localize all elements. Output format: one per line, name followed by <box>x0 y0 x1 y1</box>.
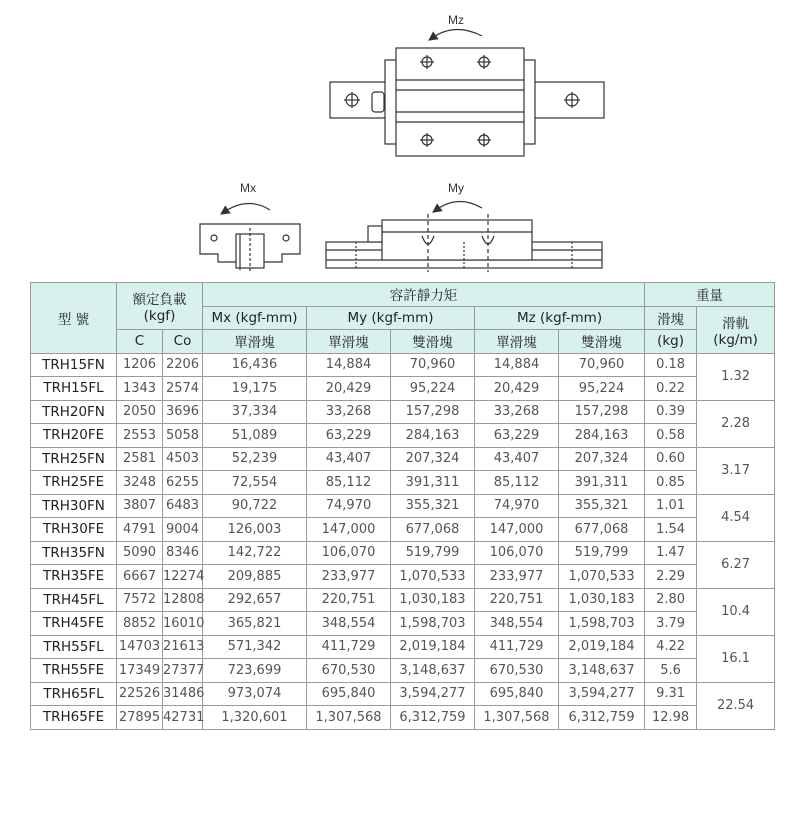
cell-mx: 19,175 <box>203 377 307 401</box>
cell-my-double: 2,019,184 <box>391 635 475 659</box>
cell-my-double: 1,598,703 <box>391 612 475 636</box>
cell-my-double: 1,030,183 <box>391 588 475 612</box>
cell-my-single: 411,729 <box>307 635 391 659</box>
header-co: Co <box>163 330 203 354</box>
header-row-1 <box>31 283 775 307</box>
cell-c: 3807 <box>117 494 163 518</box>
cell-rail-weight: 1.32 <box>697 353 775 400</box>
cell-mx: 1,320,601 <box>203 706 307 730</box>
cell-block: 0.85 <box>645 471 697 495</box>
header-mx-single: 單滑塊 <box>203 330 307 354</box>
cell-mx: 365,821 <box>203 612 307 636</box>
cell-mz-double: 519,799 <box>559 541 645 565</box>
header-my-single: 單滑塊 <box>307 330 391 354</box>
header-rated-load-title: 額定負載 <box>132 292 187 308</box>
cell-my-single: 20,429 <box>307 377 391 401</box>
cell-block: 9.31 <box>645 682 697 706</box>
moment-diagrams-svg <box>0 0 800 280</box>
end-view-diagram <box>200 203 300 272</box>
cell-my-single: 14,884 <box>307 353 391 377</box>
cell-mx: 142,722 <box>203 541 307 565</box>
cell-mz-single: 695,840 <box>475 682 559 706</box>
cell-c: 1206 <box>117 353 163 377</box>
cell-my-double: 3,594,277 <box>391 682 475 706</box>
cell-model: TRH45FE <box>31 612 117 636</box>
cell-mz-double: 1,030,183 <box>559 588 645 612</box>
cell-co: 42731 <box>163 706 203 730</box>
cell-my-single: 33,268 <box>307 400 391 424</box>
cell-my-double: 391,311 <box>391 471 475 495</box>
cell-mz-single: 106,070 <box>475 541 559 565</box>
cell-model: TRH15FN <box>31 353 117 377</box>
cell-c: 3248 <box>117 471 163 495</box>
cell-mz-double: 3,594,277 <box>559 682 645 706</box>
cell-model: TRH25FE <box>31 471 117 495</box>
header-mz-double: 雙滑塊 <box>559 330 645 354</box>
table-row <box>31 588 775 612</box>
cell-mz-single: 411,729 <box>475 635 559 659</box>
header-mz: Mz (kgf-mm) <box>475 306 645 330</box>
cell-mz-double: 2,019,184 <box>559 635 645 659</box>
cell-rail-weight: 4.54 <box>697 494 775 541</box>
cell-mz-double: 284,163 <box>559 424 645 448</box>
cell-mz-single: 14,884 <box>475 353 559 377</box>
header-rail-weight <box>697 306 775 353</box>
cell-c: 5090 <box>117 541 163 565</box>
cell-c: 2581 <box>117 447 163 471</box>
cell-co: 9004 <box>163 518 203 542</box>
cell-rail-weight: 16.1 <box>697 635 775 682</box>
cell-mz-single: 33,268 <box>475 400 559 424</box>
header-static-moment: 容許靜力矩 <box>203 283 645 307</box>
cell-co: 27377 <box>163 659 203 683</box>
cell-c: 27895 <box>117 706 163 730</box>
table-body <box>31 353 775 729</box>
table-row <box>31 682 775 706</box>
cell-my-single: 74,970 <box>307 494 391 518</box>
cell-co: 12274 <box>163 565 203 589</box>
cell-my-double: 207,324 <box>391 447 475 471</box>
header-row-3 <box>31 330 775 354</box>
cell-my-single: 695,840 <box>307 682 391 706</box>
cell-c: 14703 <box>117 635 163 659</box>
header-rail-weight-unit: (kg/m) <box>713 331 758 348</box>
cell-c: 2553 <box>117 424 163 448</box>
cell-model: TRH20FE <box>31 424 117 448</box>
top-view-diagram <box>330 29 604 156</box>
cell-mx: 37,334 <box>203 400 307 424</box>
cell-block: 3.79 <box>645 612 697 636</box>
cell-rail-weight: 10.4 <box>697 588 775 635</box>
cell-co: 2574 <box>163 377 203 401</box>
cell-model: TRH35FN <box>31 541 117 565</box>
table-row <box>31 353 775 377</box>
table-row <box>31 424 775 448</box>
cell-rail-weight: 2.28 <box>697 400 775 447</box>
cell-mx: 72,554 <box>203 471 307 495</box>
cell-mz-double: 391,311 <box>559 471 645 495</box>
cell-mx: 52,239 <box>203 447 307 471</box>
cell-my-single: 43,407 <box>307 447 391 471</box>
cell-block: 0.18 <box>645 353 697 377</box>
cell-co: 16010 <box>163 612 203 636</box>
cell-block: 12.98 <box>645 706 697 730</box>
cell-model: TRH45FL <box>31 588 117 612</box>
cell-my-single: 348,554 <box>307 612 391 636</box>
cell-mz-single: 1,307,568 <box>475 706 559 730</box>
cell-block: 2.80 <box>645 588 697 612</box>
cell-mx: 90,722 <box>203 494 307 518</box>
cell-block: 1.47 <box>645 541 697 565</box>
cell-model: TRH30FN <box>31 494 117 518</box>
cell-co: 2206 <box>163 353 203 377</box>
cell-my-double: 677,068 <box>391 518 475 542</box>
cell-c: 17349 <box>117 659 163 683</box>
cell-mz-single: 147,000 <box>475 518 559 542</box>
cell-mz-double: 1,598,703 <box>559 612 645 636</box>
header-weight: 重量 <box>645 283 775 307</box>
cell-model: TRH20FN <box>31 400 117 424</box>
cell-my-single: 220,751 <box>307 588 391 612</box>
cell-mx: 973,074 <box>203 682 307 706</box>
cell-model: TRH65FE <box>31 706 117 730</box>
table-row <box>31 541 775 565</box>
cell-co: 5058 <box>163 424 203 448</box>
cell-block: 4.22 <box>645 635 697 659</box>
cell-my-single: 63,229 <box>307 424 391 448</box>
cell-co: 6255 <box>163 471 203 495</box>
cell-rail-weight: 22.54 <box>697 682 775 729</box>
cell-mx: 209,885 <box>203 565 307 589</box>
cell-model: TRH55FE <box>31 659 117 683</box>
header-my: My (kgf-mm) <box>307 306 475 330</box>
cell-model: TRH35FE <box>31 565 117 589</box>
cell-my-double: 3,148,637 <box>391 659 475 683</box>
table-row <box>31 565 775 589</box>
cell-c: 1343 <box>117 377 163 401</box>
cell-co: 12808 <box>163 588 203 612</box>
cell-c: 4791 <box>117 518 163 542</box>
header-my-double: 雙滑塊 <box>391 330 475 354</box>
cell-model: TRH15FL <box>31 377 117 401</box>
table-row <box>31 612 775 636</box>
cell-mz-single: 20,429 <box>475 377 559 401</box>
cell-model: TRH25FN <box>31 447 117 471</box>
cell-mz-double: 1,070,533 <box>559 565 645 589</box>
cell-c: 8852 <box>117 612 163 636</box>
cell-my-double: 355,321 <box>391 494 475 518</box>
header-mx: Mx (kgf-mm) <box>203 306 307 330</box>
cell-mx: 126,003 <box>203 518 307 542</box>
cell-c: 2050 <box>117 400 163 424</box>
moment-diagrams <box>0 0 800 280</box>
cell-c: 6667 <box>117 565 163 589</box>
table-row <box>31 706 775 730</box>
cell-mz-double: 95,224 <box>559 377 645 401</box>
cell-my-double: 157,298 <box>391 400 475 424</box>
cell-my-double: 70,960 <box>391 353 475 377</box>
cell-c: 7572 <box>117 588 163 612</box>
cell-block: 0.60 <box>645 447 697 471</box>
cell-my-single: 670,530 <box>307 659 391 683</box>
cell-co: 6483 <box>163 494 203 518</box>
cell-mx: 723,699 <box>203 659 307 683</box>
cell-block: 0.39 <box>645 400 697 424</box>
cell-block: 5.6 <box>645 659 697 683</box>
cell-co: 21613 <box>163 635 203 659</box>
cell-mz-single: 348,554 <box>475 612 559 636</box>
cell-my-double: 95,224 <box>391 377 475 401</box>
cell-rail-weight: 6.27 <box>697 541 775 588</box>
table-row <box>31 447 775 471</box>
cell-my-single: 106,070 <box>307 541 391 565</box>
header-rated-load-unit: (kgf) <box>143 308 176 324</box>
cell-block: 1.54 <box>645 518 697 542</box>
cell-block: 2.29 <box>645 565 697 589</box>
cell-mz-single: 74,970 <box>475 494 559 518</box>
cell-my-single: 85,112 <box>307 471 391 495</box>
cell-my-double: 1,070,533 <box>391 565 475 589</box>
cell-my-single: 1,307,568 <box>307 706 391 730</box>
cell-mz-double: 677,068 <box>559 518 645 542</box>
cell-model: TRH55FL <box>31 635 117 659</box>
cell-co: 4503 <box>163 447 203 471</box>
table-row <box>31 471 775 495</box>
cell-mx: 292,657 <box>203 588 307 612</box>
side-view-diagram <box>326 201 602 272</box>
cell-my-double: 519,799 <box>391 541 475 565</box>
table-row <box>31 400 775 424</box>
cell-mz-single: 233,977 <box>475 565 559 589</box>
header-rail-weight-title: 滑軌 <box>722 315 750 332</box>
table-row <box>31 494 775 518</box>
header-mz-single: 單滑塊 <box>475 330 559 354</box>
cell-model: TRH30FE <box>31 518 117 542</box>
header-block-weight: 滑塊 <box>645 306 697 330</box>
cell-co: 31486 <box>163 682 203 706</box>
cell-my-single: 147,000 <box>307 518 391 542</box>
cell-block: 0.58 <box>645 424 697 448</box>
cell-my-double: 284,163 <box>391 424 475 448</box>
cell-my-single: 233,977 <box>307 565 391 589</box>
cell-mx: 51,089 <box>203 424 307 448</box>
cell-mz-single: 670,530 <box>475 659 559 683</box>
my-label: My <box>448 181 464 195</box>
cell-co: 8346 <box>163 541 203 565</box>
header-block-weight-unit: (kg) <box>645 330 697 354</box>
cell-mz-single: 85,112 <box>475 471 559 495</box>
cell-rail-weight: 3.17 <box>697 447 775 494</box>
table-row <box>31 659 775 683</box>
cell-mz-double: 157,298 <box>559 400 645 424</box>
cell-my-double: 6,312,759 <box>391 706 475 730</box>
cell-mz-double: 3,148,637 <box>559 659 645 683</box>
cell-model: TRH65FL <box>31 682 117 706</box>
header-model: 型 號 <box>31 283 117 354</box>
cell-mz-double: 6,312,759 <box>559 706 645 730</box>
table-row <box>31 635 775 659</box>
header-c: C <box>117 330 163 354</box>
specification-table <box>30 282 775 730</box>
cell-mz-single: 220,751 <box>475 588 559 612</box>
cell-mx: 571,342 <box>203 635 307 659</box>
cell-mz-single: 43,407 <box>475 447 559 471</box>
cell-mx: 16,436 <box>203 353 307 377</box>
mx-label: Mx <box>240 181 256 195</box>
cell-mz-single: 63,229 <box>475 424 559 448</box>
cell-block: 0.22 <box>645 377 697 401</box>
header-rated-load <box>117 283 203 330</box>
cell-mz-double: 70,960 <box>559 353 645 377</box>
cell-co: 3696 <box>163 400 203 424</box>
table-row <box>31 377 775 401</box>
cell-c: 22526 <box>117 682 163 706</box>
cell-block: 1.01 <box>645 494 697 518</box>
table-row <box>31 518 775 542</box>
mz-label: Mz <box>448 13 464 27</box>
cell-mz-double: 207,324 <box>559 447 645 471</box>
table-header <box>31 283 775 354</box>
cell-mz-double: 355,321 <box>559 494 645 518</box>
